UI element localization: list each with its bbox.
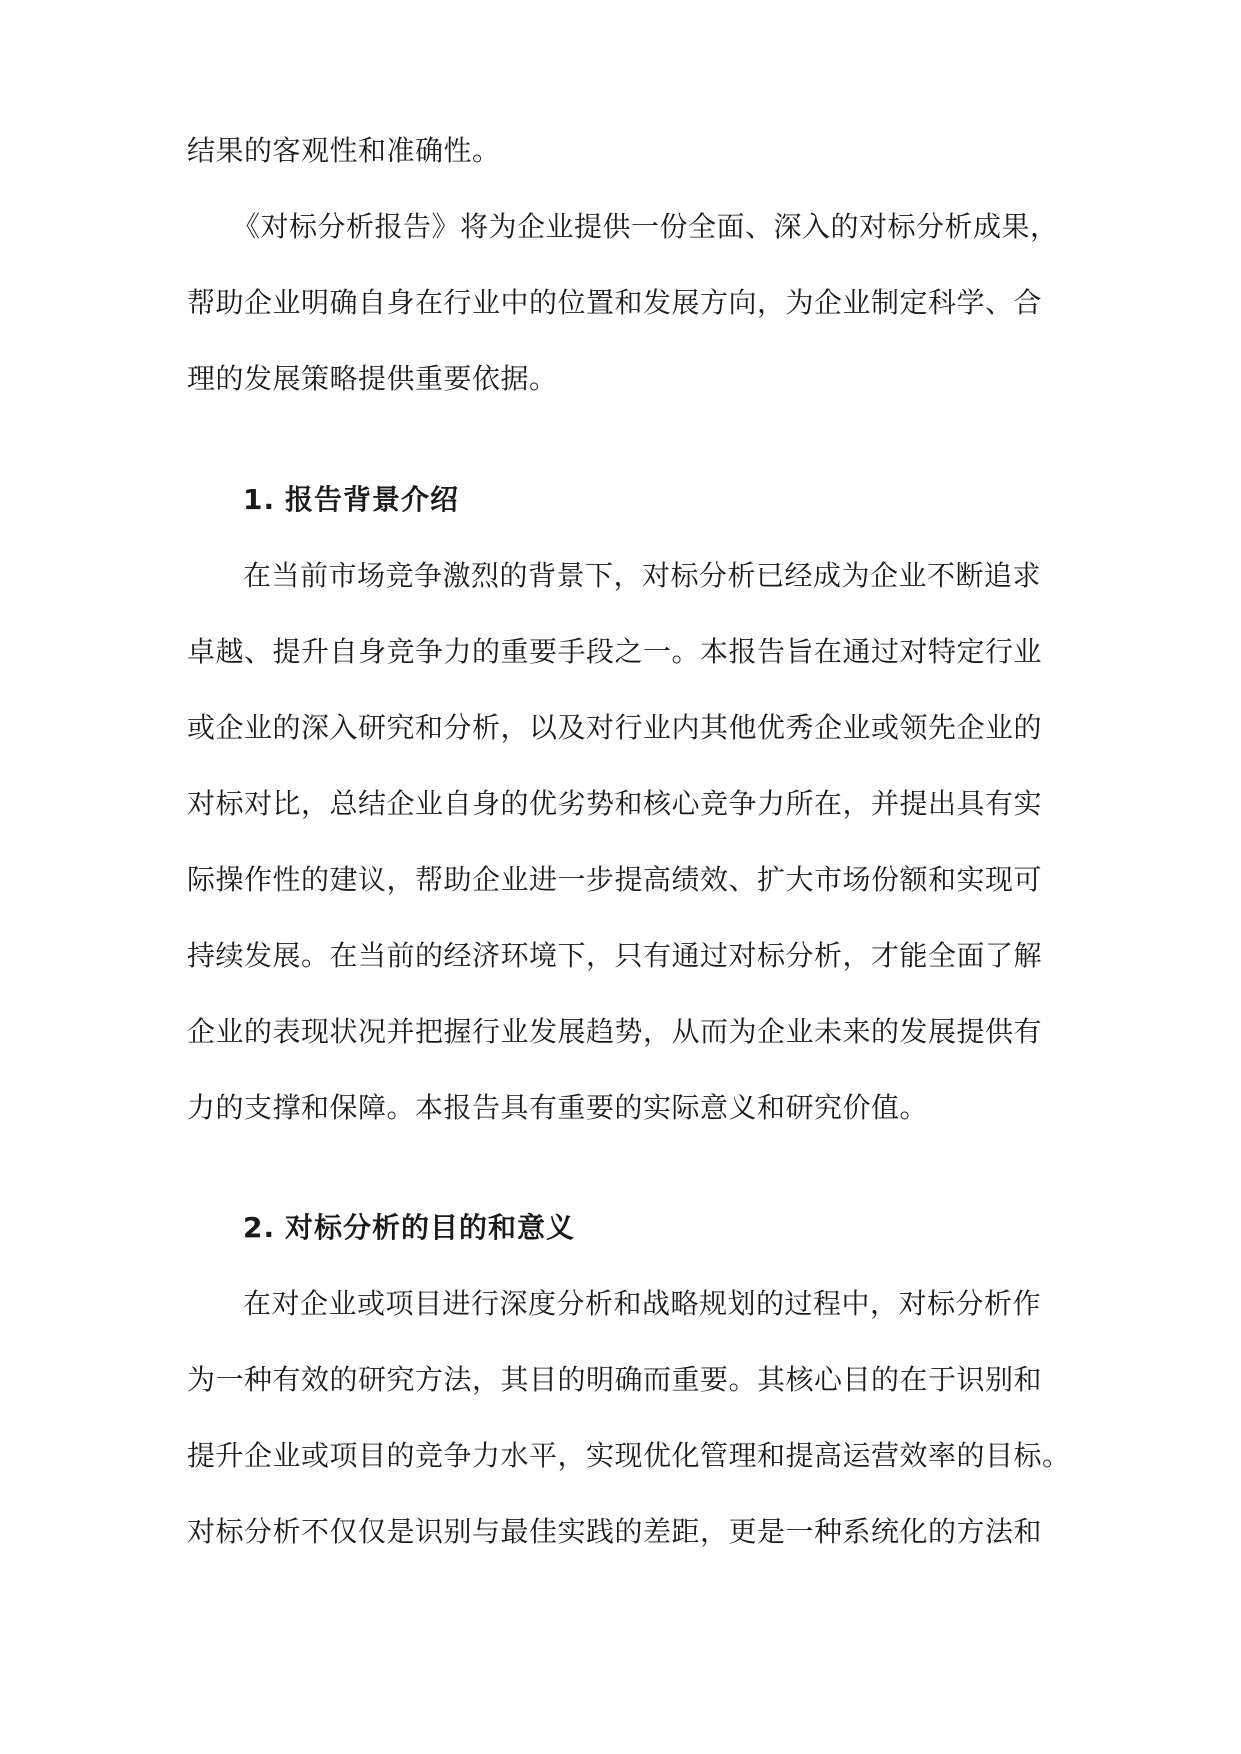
body-paragraph-line: 际操作性的建议，帮助企业进一步提高绩效、扩大市场份额和实现可: [187, 863, 1043, 896]
body-paragraph-line: 提升企业或项目的竞争力水平，实现优化管理和提高运营效率的目标。: [187, 1439, 1071, 1472]
body-paragraph-line: 在对企业或项目进行深度分析和战略规划的过程中，对标分析作: [243, 1287, 1042, 1320]
body-paragraph-line: 持续发展。在当前的经济环境下，只有通过对标分析，才能全面了解: [187, 939, 1043, 972]
body-paragraph-line: 卓越、提升自身竞争力的重要手段之一。本报告旨在通过对特定行业: [187, 635, 1043, 668]
intro-paragraph-line: 《对标分析报告》将为企业提供一份全面、深入的对标分析成果，: [232, 210, 1059, 243]
section-heading: [243, 1208, 575, 1248]
section-title: 报告背景介绍: [285, 483, 460, 516]
intro-paragraph-line: 结果的客观性和准确性。: [187, 134, 501, 167]
section-heading: [243, 480, 459, 520]
section-number: 1.: [243, 483, 276, 516]
body-paragraph-line: 企业的表现状况并把握行业发展趋势，从而为企业未来的发展提供有: [187, 1015, 1043, 1048]
body-paragraph-line: 或企业的深入研究和分析，以及对行业内其他优秀企业或领先企业的: [187, 711, 1043, 744]
body-paragraph-line: 对标分析不仅仅是识别与最佳实践的差距，更是一种系统化的方法和: [187, 1515, 1043, 1548]
body-paragraph-line: 为一种有效的研究方法，其目的明确而重要。其核心目的在于识别和: [187, 1363, 1043, 1396]
intro-paragraph-line: 理的发展策略提供重要依据。: [187, 362, 558, 395]
section-title: 对标分析的目的和意义: [285, 1211, 576, 1244]
body-paragraph-line: 在当前市场竞争激烈的背景下，对标分析已经成为企业不断追求: [243, 559, 1042, 592]
section-number: 2.: [243, 1211, 276, 1244]
body-paragraph-line: 对标对比，总结企业自身的优劣势和核心竞争力所在，并提出具有实: [187, 787, 1043, 820]
body-paragraph-line: 力的支撑和保障。本报告具有重要的实际意义和研究价值。: [187, 1091, 929, 1124]
intro-paragraph-line: 帮助企业明确自身在行业中的位置和发展方向，为企业制定科学、合: [187, 286, 1043, 319]
